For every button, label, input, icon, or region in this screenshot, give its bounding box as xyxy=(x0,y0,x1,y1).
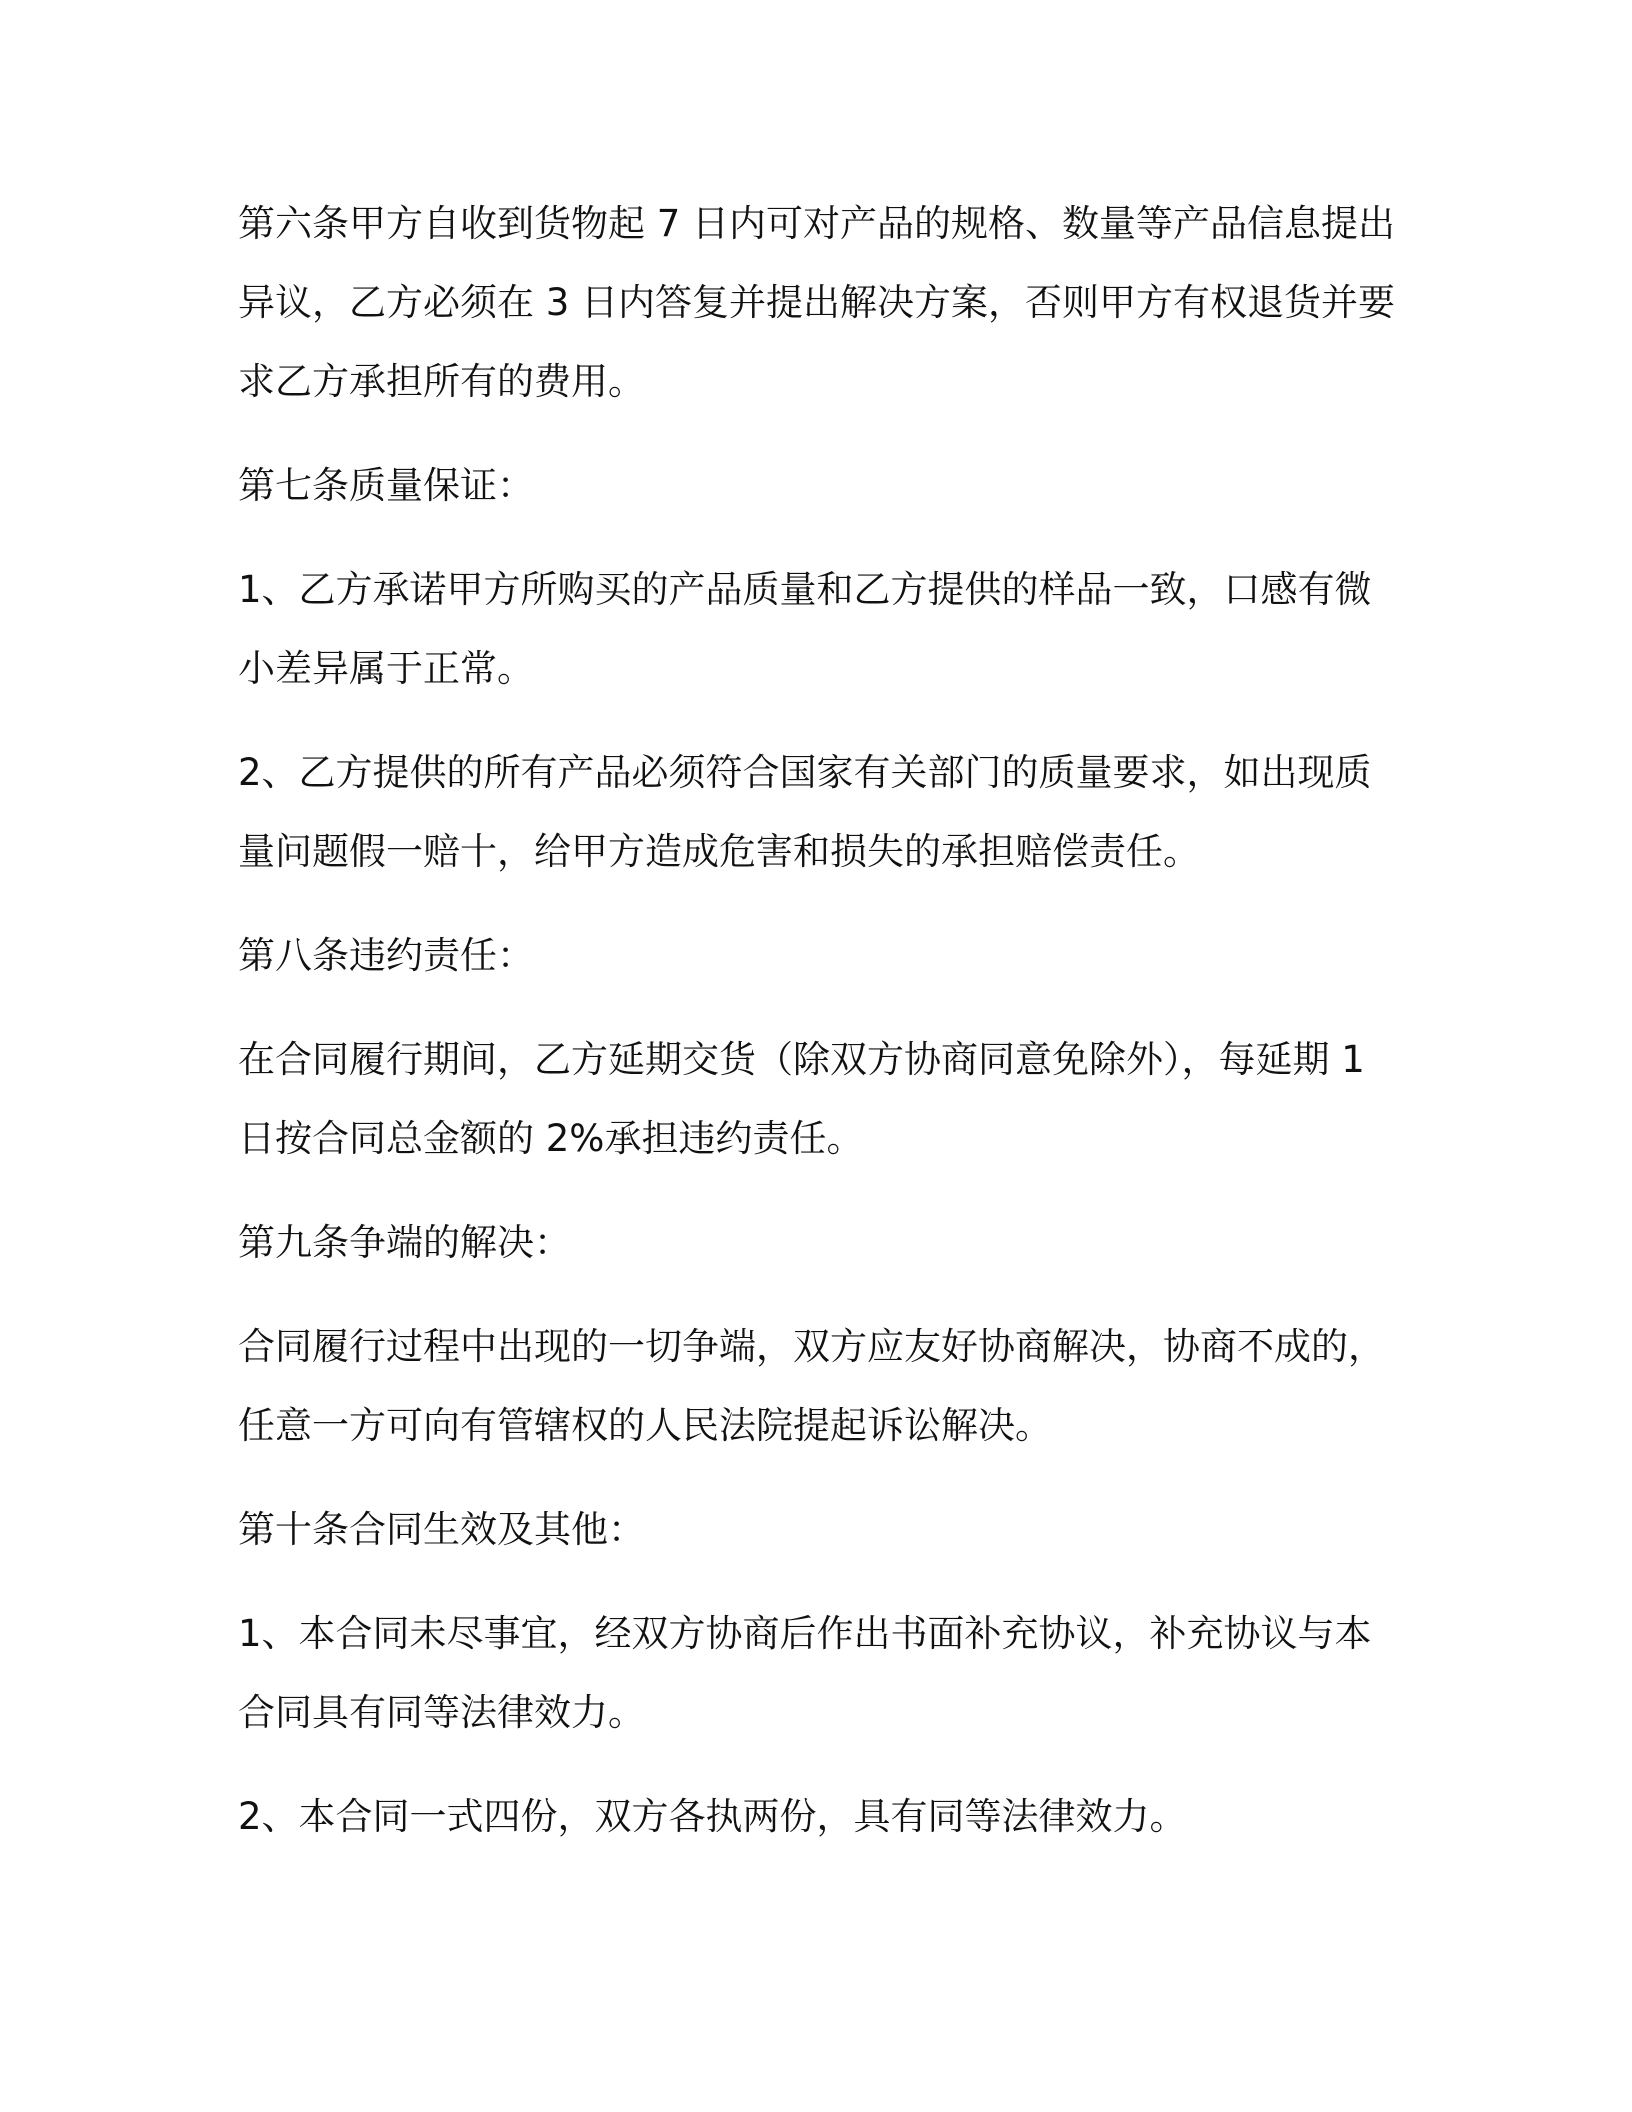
article-9-paragraph: 合同履行过程中出现的一切争端，双方应友好协商解决，协商不成的，任意一方可向有管辖权的人民法院提起诉讼解决。 xyxy=(238,1325,1385,1447)
article-8-heading: 第八条违约责任： xyxy=(238,934,534,977)
article-6-paragraph: 第六条甲方自收到货物起 7 日内可对产品的规格、数量等产品信息提出异议，乙方必须在 3 日内答复并提出解决方案，否则甲方有权退货并要求乙方承担所有的费用。 xyxy=(238,202,1396,403)
article-10-item-1: 1、本合同未尽事宜，经双方协商后作出书面补充协议，补充协议与本合同具有同等法律效力。 xyxy=(238,1612,1372,1734)
article-8-paragraph: 在合同履行期间，乙方延期交货（除双方协商同意免除外），每延期 1 日按合同总金额的 2%承担违约责任。 xyxy=(238,1038,1365,1160)
article-7-item-2: 2、乙方提供的所有产品必须符合国家有关部门的质量要求，如出现质量问题假一赔十，给甲方造成危害和损失的承担赔偿责任。 xyxy=(238,751,1372,873)
article-10-item-2: 2、本合同一式四份，双方各执两份，具有同等法律效力。 xyxy=(238,1795,1187,1838)
article-9-heading: 第九条争端的解决： xyxy=(238,1221,571,1264)
article-10-heading: 第十条合同生效及其他： xyxy=(238,1508,645,1551)
article-7-item-1: 1、乙方承诺甲方所购买的产品质量和乙方提供的样品一致，口感有微小差异属于正常。 xyxy=(238,568,1372,690)
document-body xyxy=(238,184,1398,1881)
article-7-heading: 第七条质量保证： xyxy=(238,464,534,507)
